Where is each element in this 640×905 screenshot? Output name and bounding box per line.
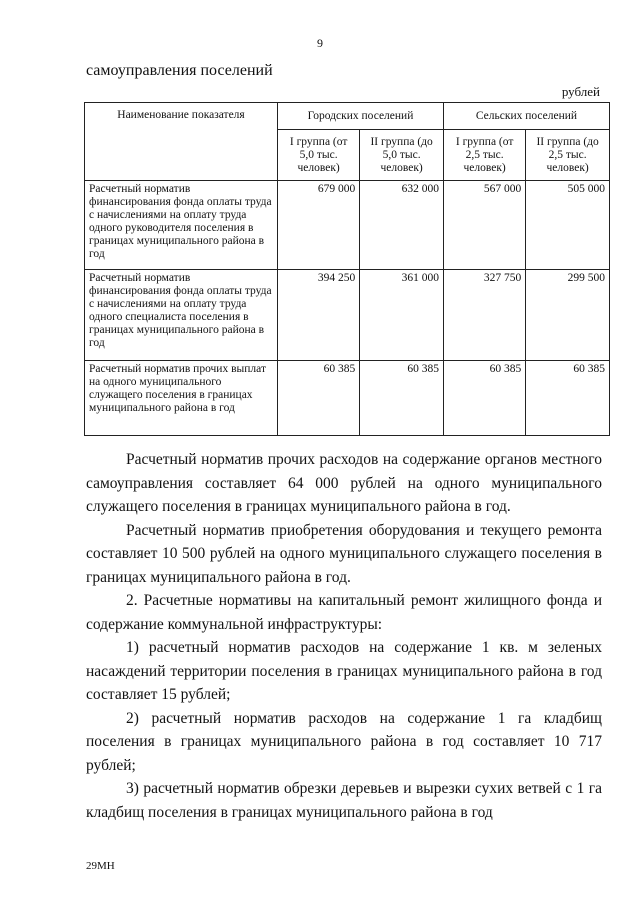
paragraph: 2. Расчетные нормативы на капитальный ремонт жилищного фонда и содержание коммунальной инфраструктуры: [86, 592, 602, 633]
subheader-urban-2: II группа (до 5,0 тыс. человек) [360, 130, 444, 181]
header-rural: Сельских поселений [443, 103, 609, 130]
row-value: 394 250 [278, 270, 360, 361]
row-value: 327 750 [443, 270, 525, 361]
paragraph: Расчетный норматив приобретения оборудования и текущего ремонта составляет 10 500 рублей на одного муниципального служащего поселения в границах муниципального района в год. [86, 521, 602, 586]
paragraph: 2) расчетный норматив расходов на содержание 1 га кладбищ поселения в границах муниципального района в год составляет 10 717 рублей; [86, 709, 602, 774]
row-value: 60 385 [526, 361, 610, 436]
units-label: рублей [561, 84, 600, 99]
table-row [85, 181, 610, 270]
table-row [85, 270, 610, 361]
paragraph: Расчетный норматив прочих расходов на содержание органов местного самоуправления составляет 64 000 рублей на одного муниципального служащего поселения в границах муниципального района в год. [86, 451, 602, 515]
body-text [86, 448, 602, 824]
row-value: 299 500 [526, 270, 610, 361]
subheader-rural-1: I группа (от 2,5 тыс. человек) [443, 130, 525, 181]
row-label: Расчетный норматив финансирования фонда оплаты труда с начислениями на оплату труда одного специалиста поселения в границах муниципального района в год [85, 270, 278, 361]
row-value: 361 000 [360, 270, 444, 361]
row-value: 567 000 [443, 181, 525, 270]
row-value: 679 000 [278, 181, 360, 270]
heading-continuation: самоуправления поселений [86, 62, 273, 79]
paragraph: 3) расчетный норматив обрезки деревьев и вырезки сухих ветвей с 1 га кладбищ поселения в границах муниципального района в год [86, 780, 602, 821]
row-label: Расчетный норматив финансирования фонда оплаты труда с начислениями на оплату труда одного руководителя поселения в границах муниципального района в год [85, 181, 278, 270]
row-value: 60 385 [443, 361, 525, 436]
page-number: 9 [317, 36, 323, 50]
norms-table [84, 102, 610, 436]
row-label: Расчетный норматив прочих выплат на одного муниципального служащего поселения в границах муниципального района в год [85, 361, 278, 436]
row-value: 505 000 [526, 181, 610, 270]
subheader-urban-1: I группа (от 5,0 тыс. человек) [278, 130, 360, 181]
row-value: 632 000 [360, 181, 444, 270]
table-row [85, 361, 610, 436]
footer-code: 29МН [86, 860, 115, 872]
row-value: 60 385 [360, 361, 444, 436]
row-value: 60 385 [278, 361, 360, 436]
subheader-rural-2: II группа (до 2,5 тыс. человек) [526, 130, 610, 181]
paragraph: 1) расчетный норматив расходов на содержание 1 кв. м зеленых насаждений территории поселения в границах муниципального района в год составляет 15 рублей; [86, 639, 602, 703]
header-urban: Городских поселений [278, 103, 444, 130]
header-indicator: Наименование показателя [85, 103, 278, 181]
